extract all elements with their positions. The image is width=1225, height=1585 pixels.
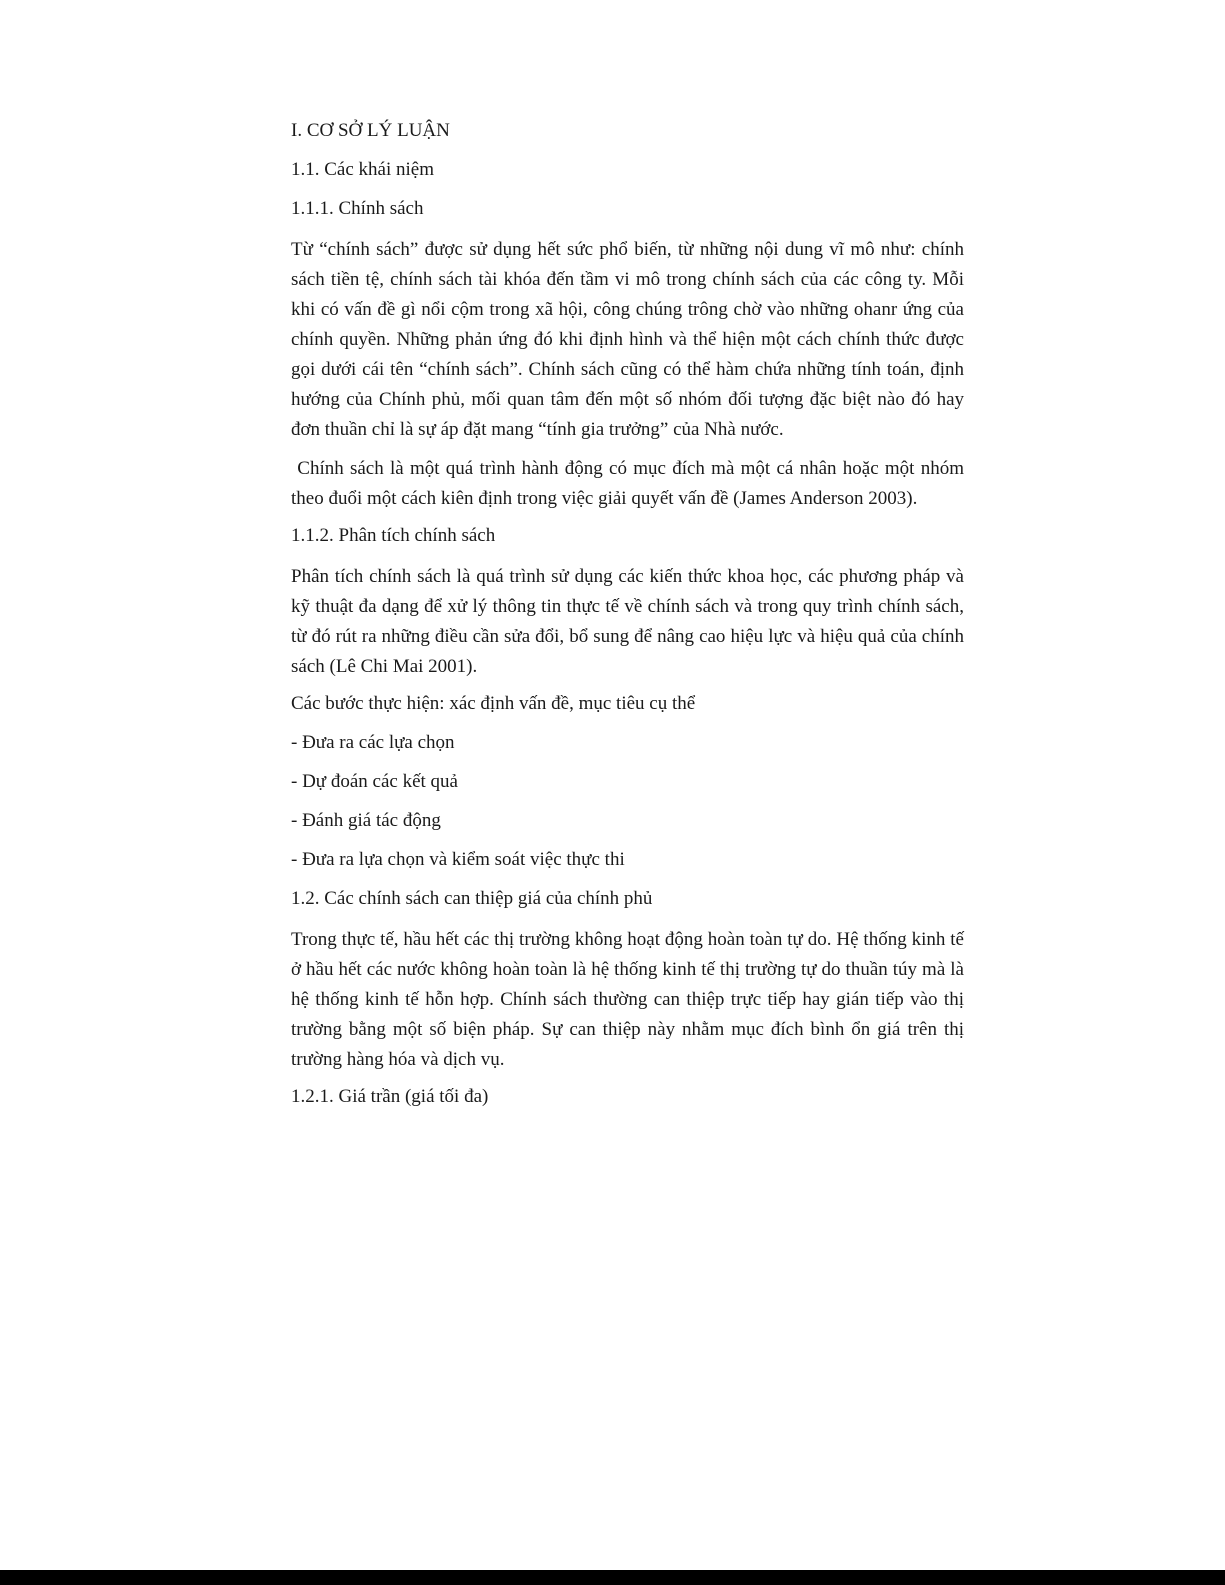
steps-intro: Các bước thực hiện: xác định vấn đề, mục tiêu cụ thể bbox=[291, 693, 696, 714]
paragraph-policy-analysis: Phân tích chính sách là quá trình sử dụng các kiến thức khoa học, các phương pháp và kỹ thuật đa dạng để xử lý thông tin thực tế về chính sách và trong quy trình chính sách, từ đó rút ra những điều cần sửa đổi, bổ sung để nâng cao hiệu lực và hiệu quả của chính sách (Lê Chi Mai 2001). bbox=[291, 566, 964, 677]
list-item: - Đưa ra lựa chọn và kiểm soát việc thực thi bbox=[291, 849, 625, 870]
paragraph-policy-definition: Từ “chính sách” được sử dụng hết sức phổ biến, từ những nội dung vĩ mô như: chính sách tiền tệ, chính sách tài khóa đến tầm vi mô trong chính sách của các công ty. Mỗi khi có vấn đề gì nổi cộm trong xã hội, công chúng trông chờ vào những ohanr ứng của chính quyền. Những phản ứng đó khi định hình và thể hiện một cách chính thức được gọi dưới cái tên “chính sách”. Chính sách cũng có thể hàm chứa những tính toán, định hướng của Chính phủ, mối quan tâm đến một số nhóm đối tượng đặc biệt nào đó hay đơn thuần chỉ là sự áp đặt mang “tính gia trưởng” của Nhà nước. bbox=[291, 239, 964, 440]
list-item: - Dự đoán các kết quả bbox=[291, 771, 458, 792]
list-item: - Đưa ra các lựa chọn bbox=[291, 732, 455, 753]
section-heading-1-1-1: 1.1.1. Chính sách bbox=[291, 198, 424, 219]
section-heading-1-1: 1.1. Các khái niệm bbox=[291, 159, 434, 180]
section-heading-main: I. CƠ SỞ LÝ LUẬN bbox=[291, 120, 450, 141]
paragraph-anderson-definition: Chính sách là một quá trình hành động có mục đích mà một cá nhân hoặc một nhóm theo đuổi một cách kiên định trong việc giải quyết vấn đề (James Anderson 2003). bbox=[291, 458, 969, 509]
bottom-border bbox=[0, 1570, 1225, 1585]
document-body bbox=[291, 118, 969, 1123]
section-heading-1-2: 1.2. Các chính sách can thiệp giá của chính phủ bbox=[291, 888, 653, 909]
section-heading-1-2-1: 1.2.1. Giá trần (giá tối đa) bbox=[291, 1086, 489, 1107]
paragraph-price-intervention: Trong thực tế, hầu hết các thị trường không hoạt động hoàn toàn tự do. Hệ thống kinh tế ở hầu hết các nước không hoàn toàn là hệ thống kinh tế thị trường tự do thuần túy mà là hệ thống kinh tế hỗn hợp. Chính sách thường can thiệp trực tiếp hay gián tiếp vào thị trường bằng một số biện pháp. Sự can thiệp này nhằm mục đích bình ổn giá trên thị trường hàng hóa và dịch vụ. bbox=[291, 929, 964, 1070]
section-heading-1-1-2: 1.1.2. Phân tích chính sách bbox=[291, 525, 496, 546]
list-item: - Đánh giá tác động bbox=[291, 810, 441, 831]
